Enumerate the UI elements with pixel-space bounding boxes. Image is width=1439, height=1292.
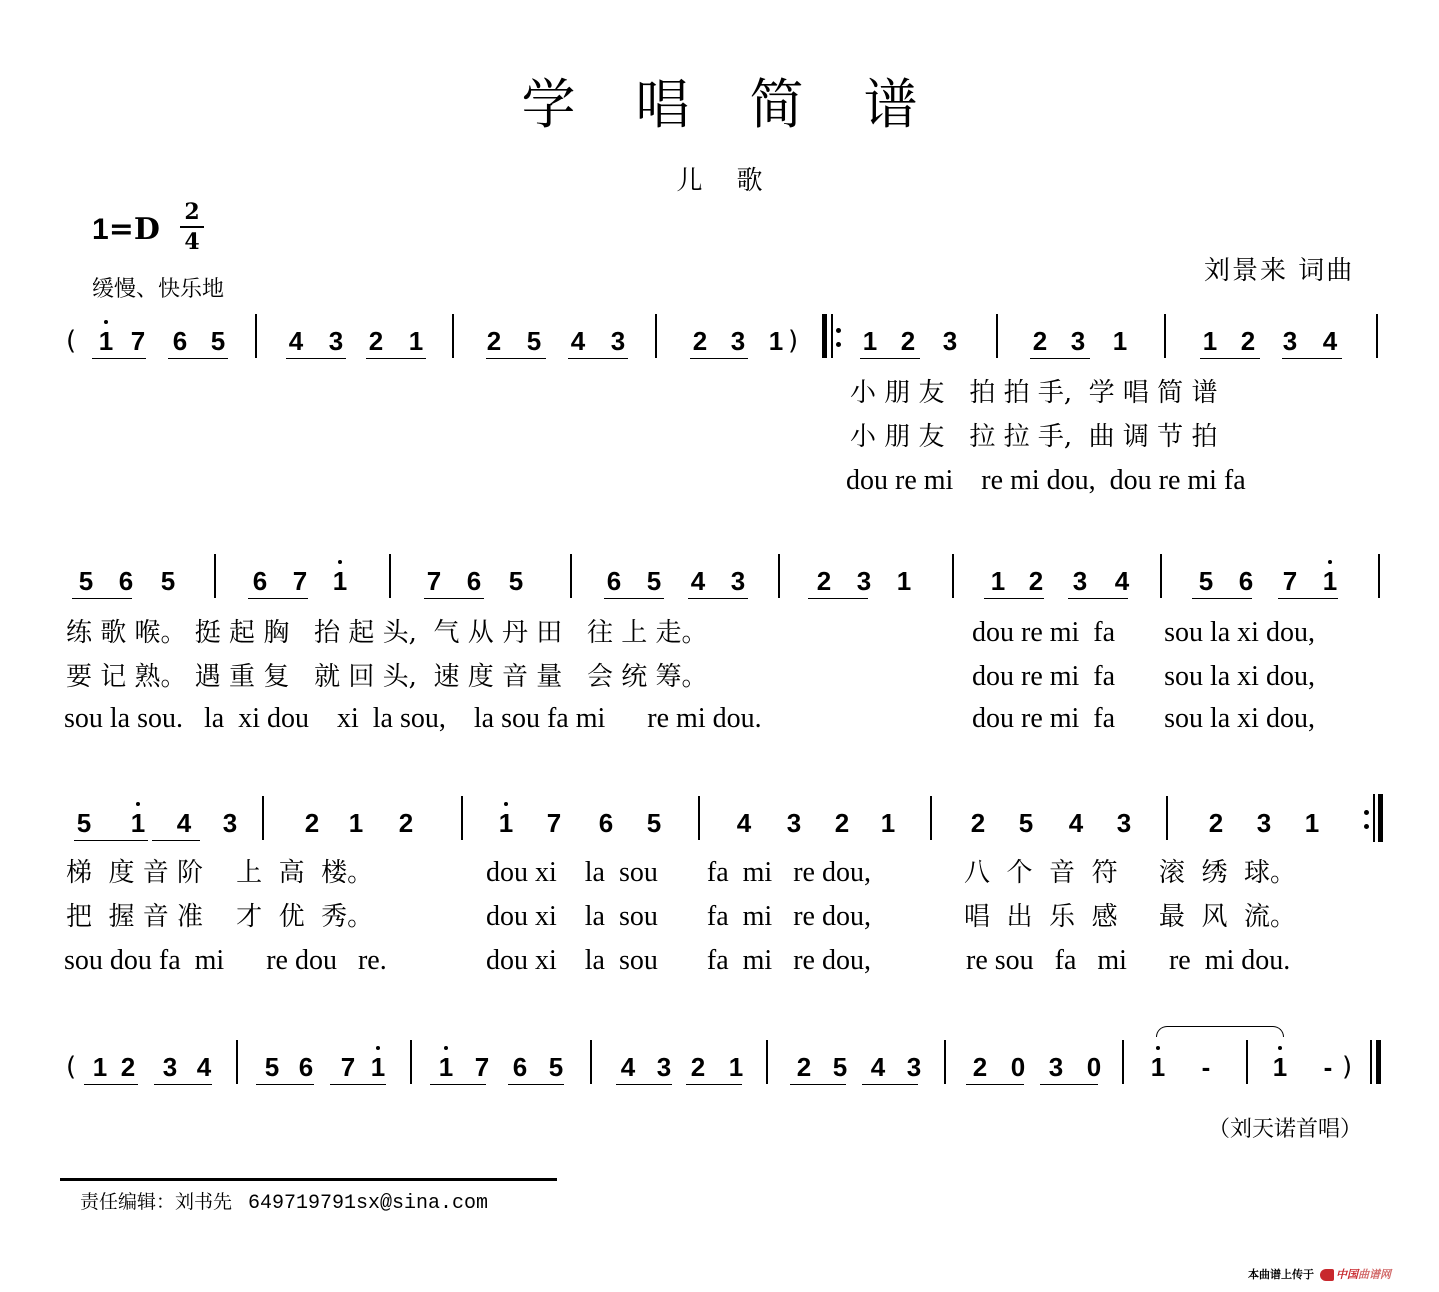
- barline: [930, 796, 932, 840]
- lyric-line: 要 记 熟。 遇 重 复 就 回 头, 速 度 音 量 会 统 筹。: [66, 662, 708, 692]
- site-logo-icon: [1320, 1269, 1334, 1281]
- note: 2: [816, 566, 832, 596]
- note: 3: [328, 326, 344, 356]
- staff-line-4: [0, 1052, 1439, 1112]
- high-octave-dot-icon: [376, 1046, 380, 1050]
- note: 5: [76, 808, 92, 838]
- key-letter: =D: [108, 212, 160, 247]
- note: 2: [1240, 326, 1256, 356]
- lyric-line: dou re mi fa sou la xi dou,: [972, 617, 1315, 648]
- barline: [996, 314, 998, 358]
- eighth-note-underline: [860, 358, 920, 359]
- note: 5: [1198, 566, 1214, 596]
- tie-slur: [1156, 1026, 1284, 1037]
- note: 1: [128, 808, 148, 838]
- barline: [778, 554, 780, 598]
- note: 0: [1086, 1052, 1102, 1082]
- note: 7: [340, 1052, 356, 1082]
- note: 7: [1282, 566, 1298, 596]
- note: 2: [690, 1052, 706, 1082]
- note: 3: [1072, 566, 1088, 596]
- barline: [1164, 314, 1166, 358]
- note: 4: [1114, 566, 1130, 596]
- barline: [944, 1040, 946, 1084]
- note: 1: [496, 808, 516, 838]
- barline: [214, 554, 216, 598]
- brand-name-part2: 曲谱网: [1358, 1268, 1391, 1281]
- lyric-line: sou dou fa mi re dou re.: [64, 945, 387, 976]
- eighth-note-underline: [690, 358, 748, 359]
- final-thick-bar: [1376, 1040, 1381, 1084]
- note: 6: [598, 808, 614, 838]
- eighth-note-underline: [1282, 358, 1342, 359]
- note: 1: [896, 566, 912, 596]
- note: 2: [398, 808, 414, 838]
- eighth-note-underline: [72, 598, 132, 599]
- lyric-line: dou xi la sou fa mi re dou,: [486, 901, 871, 932]
- note: 5: [646, 566, 662, 596]
- repeat-end-thin-bar: [1373, 794, 1375, 842]
- lyric-line: 梯 度 音 阶 上 高 楼。: [66, 858, 374, 888]
- eighth-note-underline: [984, 598, 1044, 599]
- final-thin-bar: [1370, 1040, 1372, 1084]
- note: 2: [796, 1052, 812, 1082]
- eighth-note-underline: [154, 1084, 212, 1085]
- note: 3: [222, 808, 238, 838]
- lyric-line: 小 朋 友 拍 拍 手, 学 唱 简 谱: [850, 378, 1218, 408]
- note: -: [1323, 1052, 1333, 1082]
- note: 3: [730, 566, 746, 596]
- note: 3: [162, 1052, 178, 1082]
- eighth-note-underline: [604, 598, 664, 599]
- note: 2: [970, 808, 986, 838]
- upload-credit: [1248, 1266, 1391, 1282]
- time-signature: [180, 200, 204, 254]
- note: 3: [786, 808, 802, 838]
- note: 3: [610, 326, 626, 356]
- barline: [698, 796, 700, 840]
- note: 5: [78, 566, 94, 596]
- song-genre: 儿歌: [676, 166, 797, 196]
- lyric-line: 练 歌 喉。 挺 起 胸 抬 起 头, 气 从 丹 田 往 上 走。: [66, 618, 708, 648]
- high-octave-dot-icon: [338, 560, 342, 564]
- lyric-line: sou la sou. la xi dou xi la sou, la sou fa mi re mi dou.: [64, 703, 762, 734]
- lyric-line: dou xi la sou fa mi re dou,: [486, 857, 871, 888]
- barline: [1246, 1040, 1248, 1084]
- high-octave-dot-icon: [1156, 1046, 1160, 1050]
- eighth-note-underline: [248, 598, 308, 599]
- note: 6: [118, 566, 134, 596]
- high-octave-dot-icon: [504, 802, 508, 806]
- eighth-note-underline: [152, 840, 200, 841]
- note: 1: [1304, 808, 1320, 838]
- note: 6: [1238, 566, 1254, 596]
- barline: [570, 554, 572, 598]
- note: 5: [508, 566, 524, 596]
- eighth-note-underline: [366, 358, 426, 359]
- note: 7: [546, 808, 562, 838]
- note: 6: [606, 566, 622, 596]
- note: 3: [656, 1052, 672, 1082]
- eighth-note-underline: [486, 358, 546, 359]
- key-tonic: 1: [92, 213, 109, 246]
- note: 1: [880, 808, 896, 838]
- note: 3: [856, 566, 872, 596]
- note: 1: [408, 326, 424, 356]
- note: 3: [906, 1052, 922, 1082]
- repeat-start-thick-bar: [822, 314, 827, 358]
- barline: [236, 1040, 238, 1084]
- note: 1: [1320, 566, 1340, 596]
- eighth-note-underline: [966, 1084, 1024, 1085]
- high-octave-dot-icon: [136, 802, 140, 806]
- eighth-note-underline: [256, 1084, 314, 1085]
- key-signature: [92, 212, 160, 247]
- eighth-note-underline: [1030, 358, 1090, 359]
- barline: [461, 796, 463, 840]
- note: 2: [1208, 808, 1224, 838]
- note: 4: [288, 326, 304, 356]
- eighth-note-underline: [616, 1084, 672, 1085]
- note: 4: [1322, 326, 1338, 356]
- barline: [952, 554, 954, 598]
- high-octave-dot-icon: [1328, 560, 1332, 564]
- parenthesis: (: [66, 326, 77, 356]
- note: 7: [474, 1052, 490, 1082]
- eighth-note-underline: [862, 1084, 918, 1085]
- note: 3: [1282, 326, 1298, 356]
- lyric-line: 把 握 音 准 才 优 秀。: [66, 902, 374, 932]
- brand-name-part1: 中国: [1336, 1268, 1358, 1281]
- repeat-dot-icon: [1364, 824, 1369, 829]
- note: 1: [348, 808, 364, 838]
- barline: [1376, 314, 1378, 358]
- note: 1: [1202, 326, 1218, 356]
- note: 4: [1068, 808, 1084, 838]
- repeat-dot-icon: [836, 342, 841, 347]
- parenthesis: ): [1342, 1052, 1353, 1082]
- upload-text: 本曲谱上传于: [1248, 1268, 1314, 1281]
- time-denominator: 4: [184, 229, 200, 255]
- note: 1: [1112, 326, 1128, 356]
- eighth-note-underline: [1192, 598, 1252, 599]
- note: 1: [862, 326, 878, 356]
- composer-credit: 刘景来 词曲: [1204, 256, 1355, 286]
- note: 4: [736, 808, 752, 838]
- high-octave-dot-icon: [444, 1046, 448, 1050]
- note: 5: [548, 1052, 564, 1082]
- note: 2: [120, 1052, 136, 1082]
- note: 4: [196, 1052, 212, 1082]
- note: 0: [1010, 1052, 1026, 1082]
- note: 5: [1018, 808, 1034, 838]
- repeat-end-thick-bar: [1378, 794, 1383, 842]
- eighth-note-underline: [508, 1084, 564, 1085]
- note: -: [1201, 1052, 1211, 1082]
- time-numerator: 2: [184, 199, 200, 225]
- note: 2: [900, 326, 916, 356]
- note: 7: [426, 566, 442, 596]
- note: 2: [368, 326, 384, 356]
- note: 2: [1032, 326, 1048, 356]
- repeat-dot-icon: [836, 328, 841, 333]
- eighth-note-underline: [286, 358, 346, 359]
- lyric-line: dou re mi re mi dou, dou re mi fa: [846, 465, 1246, 496]
- note: 3: [730, 326, 746, 356]
- lyric-line: re sou fa mi re mi dou.: [966, 945, 1291, 976]
- eighth-note-underline: [1278, 598, 1338, 599]
- note: 5: [646, 808, 662, 838]
- note: 1: [768, 326, 784, 356]
- barline: [1160, 554, 1162, 598]
- barline: [262, 796, 264, 840]
- note: 3: [942, 326, 958, 356]
- barline: [1166, 796, 1168, 840]
- eighth-note-underline: [74, 840, 148, 841]
- editor-email: 649719791sx@sina.com: [248, 1192, 489, 1215]
- note: 1: [96, 326, 116, 356]
- footer-divider: [60, 1178, 557, 1181]
- barline: [255, 314, 257, 358]
- note: 1: [92, 1052, 108, 1082]
- note: 5: [832, 1052, 848, 1082]
- lyric-line: 八 个 音 符 滚 绣 球。: [964, 858, 1296, 888]
- parenthesis: ): [788, 326, 799, 356]
- staff-line-1: [0, 326, 1439, 386]
- editor-credit: [80, 1187, 488, 1215]
- repeat-dot-icon: [1364, 810, 1369, 815]
- lyric-line: dou re mi fa sou la xi dou,: [972, 661, 1315, 692]
- editor-label: 责任编辑：刘书先: [80, 1191, 233, 1213]
- note: 3: [1256, 808, 1272, 838]
- eighth-note-underline: [330, 1084, 386, 1085]
- eighth-note-underline: [92, 358, 146, 359]
- note: 1: [990, 566, 1006, 596]
- note: 7: [292, 566, 308, 596]
- note: 4: [176, 808, 192, 838]
- page-title: 学唱简谱: [521, 73, 978, 136]
- note: 5: [160, 566, 176, 596]
- eighth-note-underline: [430, 1084, 486, 1085]
- high-octave-dot-icon: [1278, 1046, 1282, 1050]
- eighth-note-underline: [568, 358, 628, 359]
- time-fraction-bar: [180, 226, 204, 228]
- eighth-note-underline: [1040, 1084, 1098, 1085]
- note: 5: [526, 326, 542, 356]
- note: 2: [972, 1052, 988, 1082]
- eighth-note-underline: [168, 358, 228, 359]
- note: 1: [1148, 1052, 1168, 1082]
- note: 6: [172, 326, 188, 356]
- barline: [655, 314, 657, 358]
- note: 4: [620, 1052, 636, 1082]
- note: 2: [1028, 566, 1044, 596]
- barline: [452, 314, 454, 358]
- note: 7: [130, 326, 146, 356]
- first-singer-credit: （刘天诺首唱）: [1208, 1117, 1363, 1142]
- note: 2: [692, 326, 708, 356]
- lyric-line: dou re mi fa sou la xi dou,: [972, 703, 1315, 734]
- note: 1: [728, 1052, 744, 1082]
- note: 3: [1048, 1052, 1064, 1082]
- note: 1: [330, 566, 350, 596]
- note: 2: [304, 808, 320, 838]
- note: 5: [264, 1052, 280, 1082]
- eighth-note-underline: [808, 598, 868, 599]
- note: 5: [210, 326, 226, 356]
- note: 6: [466, 566, 482, 596]
- note: 6: [298, 1052, 314, 1082]
- note: 4: [570, 326, 586, 356]
- note: 4: [690, 566, 706, 596]
- barline: [1122, 1040, 1124, 1084]
- eighth-note-underline: [84, 1084, 138, 1085]
- barline: [1378, 554, 1380, 598]
- note: 2: [834, 808, 850, 838]
- note: 3: [1070, 326, 1086, 356]
- barline: [410, 1040, 412, 1084]
- note: 1: [436, 1052, 456, 1082]
- note: 1: [368, 1052, 388, 1082]
- note: 6: [512, 1052, 528, 1082]
- lyric-line: dou xi la sou fa mi re dou,: [486, 945, 871, 976]
- eighth-note-underline: [424, 598, 484, 599]
- tempo-marking: 缓慢、快乐地: [92, 277, 225, 302]
- eighth-note-underline: [1068, 598, 1128, 599]
- lyric-line: 唱 出 乐 感 最 风 流。: [964, 902, 1296, 932]
- eighth-note-underline: [1200, 358, 1260, 359]
- eighth-note-underline: [688, 598, 748, 599]
- barline: [590, 1040, 592, 1084]
- parenthesis: (: [66, 1052, 77, 1082]
- note: 3: [1116, 808, 1132, 838]
- repeat-start-thin-bar: [831, 314, 833, 358]
- barline: [389, 554, 391, 598]
- note: 4: [870, 1052, 886, 1082]
- note: 1: [1270, 1052, 1290, 1082]
- barline: [766, 1040, 768, 1084]
- eighth-note-underline: [686, 1084, 742, 1085]
- lyric-line: 小 朋 友 拉 拉 手, 曲 调 节 拍: [850, 422, 1218, 452]
- high-octave-dot-icon: [104, 320, 108, 324]
- note: 2: [486, 326, 502, 356]
- eighth-note-underline: [790, 1084, 846, 1085]
- note: 6: [252, 566, 268, 596]
